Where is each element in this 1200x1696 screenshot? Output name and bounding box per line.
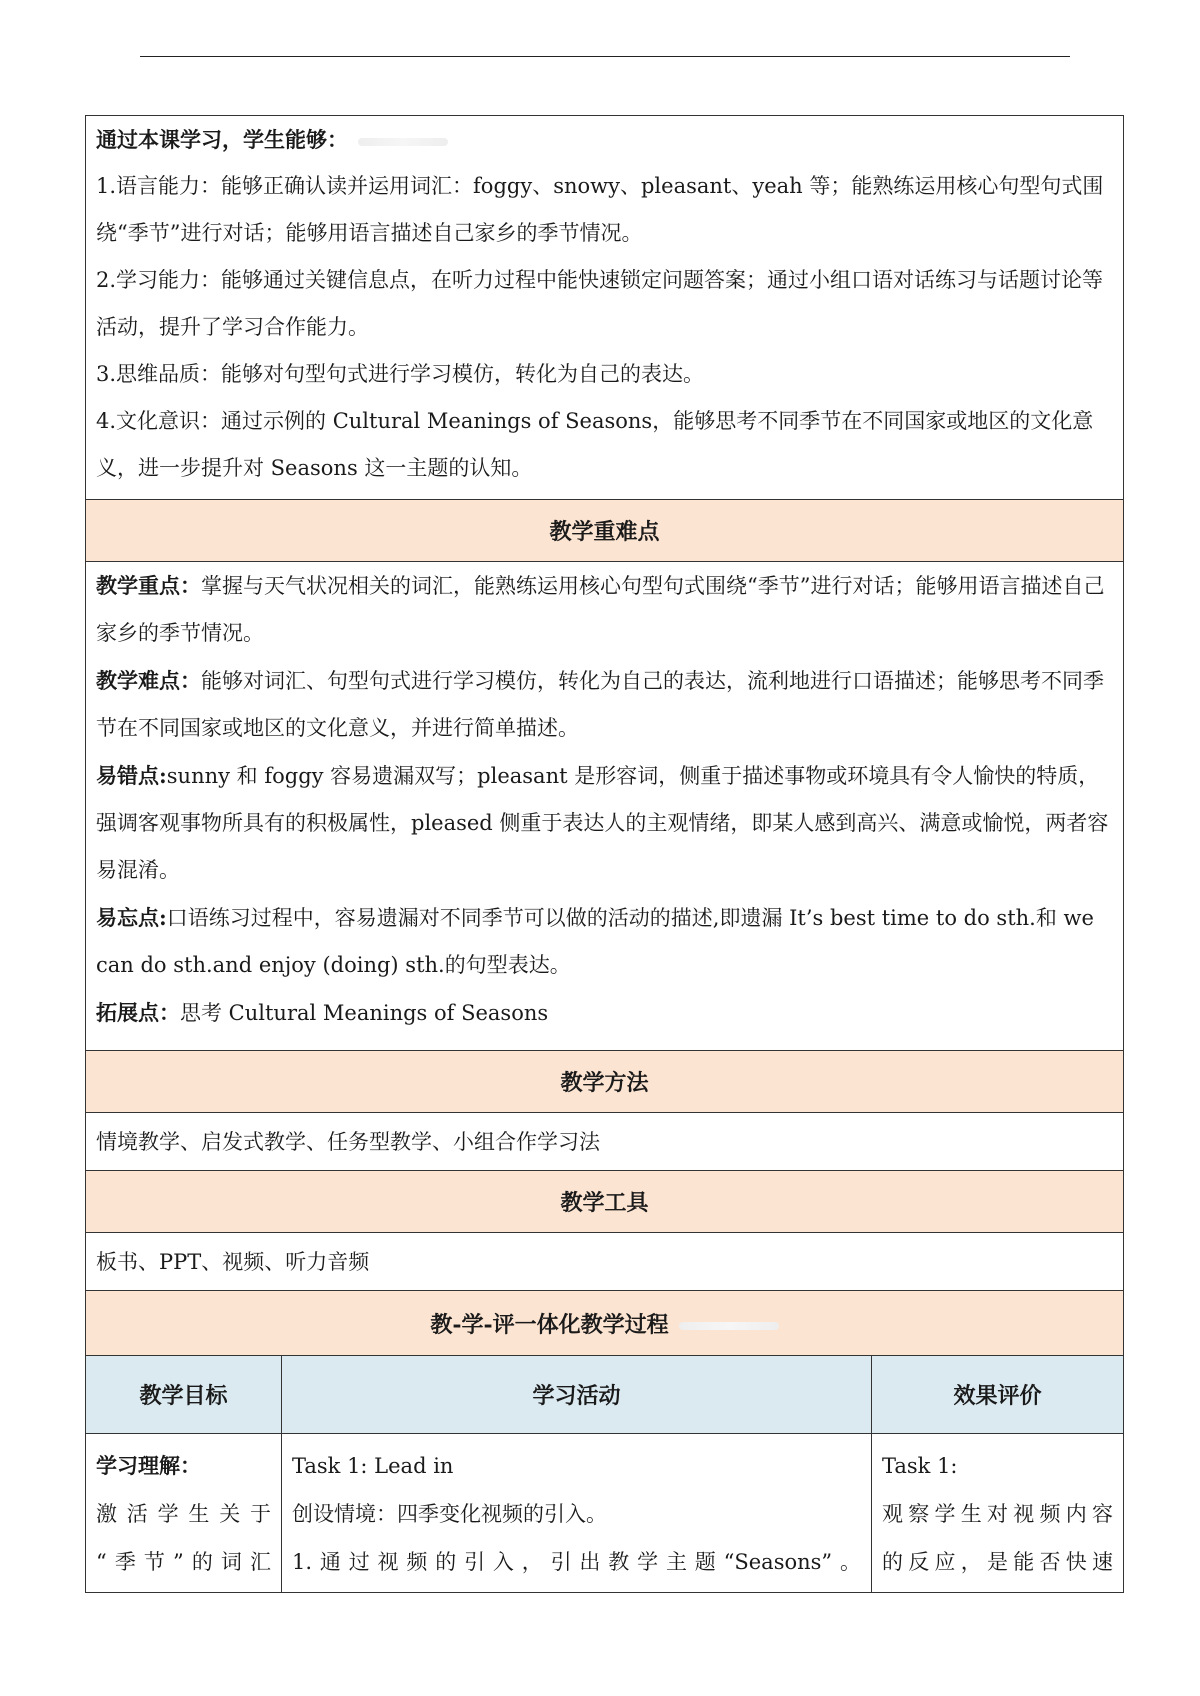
column-header-evaluation: 效果评价 — [872, 1356, 1124, 1434]
tools-heading: 教学工具 — [86, 1171, 1124, 1233]
key-point-label: 教学重点： — [96, 573, 201, 598]
tools-row — [86, 1233, 1124, 1291]
goal-cell — [86, 1434, 282, 1593]
key-point-text: 能够对词汇、句型句式进行学习模仿，转化为自己的表达，流利地进行口语描述；能够思考不同季节在不同国家或地区的文化意义，并进行简单描述。 — [96, 669, 1104, 740]
activity-line: 创设情境：四季变化视频的引入。 — [292, 1502, 607, 1526]
key-point-text: 思考 Cultural Meanings of Seasons — [180, 1001, 549, 1025]
key-point-item — [96, 752, 1113, 894]
key-point-text: 掌握与天气状况相关的词汇，能熟练运用核心句型句式围绕“季节”进行对话；能够用语言描述自己家乡的季节情况。 — [96, 574, 1105, 645]
key-points-heading-row — [86, 500, 1124, 562]
key-point-text: 口语练习过程中，容易遗漏对不同季节可以做的活动的描述,即遗漏 It’s best time to do sth.和 we can do sth.and enjoy (doing) sth.的句型表达。 — [96, 906, 1094, 977]
key-point-text: sunny 和 foggy 容易遗漏双写；pleasant 是形容词，侧重于描述事物或环境具有令人愉快的特质，强调客观事物所具有的积极属性，pleased 侧重于表达人的主观情绪，即某人感到高兴、满意或愉悦，两者容易混淆。 — [96, 764, 1109, 882]
key-point-label: 教学难点： — [96, 668, 201, 693]
goal-label: 学习理解： — [96, 1453, 201, 1478]
key-point-item — [96, 657, 1113, 752]
key-points-row — [86, 562, 1124, 1051]
process-row — [86, 1434, 1124, 1593]
process-heading: 教-学-评一体化教学过程 — [86, 1291, 1124, 1356]
faint-watermark — [679, 1322, 779, 1330]
key-point-item — [96, 989, 1113, 1037]
objectives-row — [86, 116, 1124, 500]
evaluation-line: 观察学生对视频内容 — [882, 1502, 1114, 1526]
key-points-heading: 教学重难点 — [86, 500, 1124, 562]
activity-line: Task 1: Lead in — [292, 1454, 454, 1478]
objective-item: 3.思维品质：能够对句型句式进行学习模仿，转化为自己的表达。 — [96, 362, 705, 386]
lesson-plan-table — [85, 115, 1124, 1593]
key-point-label: 拓展点： — [96, 1000, 180, 1025]
objectives-intro: 通过本课学习，学生能够： — [96, 116, 1113, 163]
tools-heading-row — [86, 1171, 1124, 1233]
faint-watermark — [358, 138, 448, 146]
objective-item: 2.学习能力：能够通过关键信息点，在听力过程中能快速锁定问题答案；通过小组口语对话练习与话题讨论等活动，提升了学习合作能力。 — [96, 268, 1104, 339]
activity-line: 1.通过视频的引入，引出教学主题“Seasons”。 — [292, 1550, 861, 1574]
column-header-activity: 学习活动 — [282, 1356, 872, 1434]
header-rule — [140, 56, 1070, 57]
methods-heading-row — [86, 1051, 1124, 1113]
objective-item: 1.语言能力：能够正确认读并运用词汇：foggy、snowy、pleasant、yeah 等；能熟练运用核心句型句式围绕“季节”进行对话；能够用语言描述自己家乡的季节情况。 — [96, 174, 1104, 245]
process-column-header-row — [86, 1356, 1124, 1434]
activity-cell — [282, 1434, 872, 1593]
methods-row — [86, 1113, 1124, 1171]
key-points-cell — [86, 562, 1124, 1051]
methods-text: 情境教学、启发式教学、任务型教学、小组合作学习法 — [86, 1113, 1124, 1171]
goal-line: “季节”的词汇 — [96, 1550, 271, 1574]
methods-heading: 教学方法 — [86, 1051, 1124, 1113]
evaluation-cell — [872, 1434, 1124, 1593]
evaluation-line: Task 1: — [882, 1454, 958, 1478]
evaluation-line: 的反应，是能否快速 — [882, 1550, 1114, 1574]
key-point-label: 易错点: — [96, 763, 167, 788]
goal-line: 激活学生关于 — [96, 1502, 271, 1526]
key-point-item — [96, 894, 1113, 989]
key-point-item — [96, 562, 1113, 657]
objectives-cell — [86, 116, 1124, 500]
tools-text: 板书、PPT、视频、听力音频 — [86, 1233, 1124, 1291]
column-header-goal: 教学目标 — [86, 1356, 282, 1434]
key-point-label: 易忘点: — [96, 905, 167, 930]
process-heading-row — [86, 1291, 1124, 1356]
objective-item: 4.文化意识：通过示例的 Cultural Meanings of Seasons，能够思考不同季节在不同国家或地区的文化意义，进一步提升对 Seasons 这一主题的认知。 — [96, 409, 1094, 480]
